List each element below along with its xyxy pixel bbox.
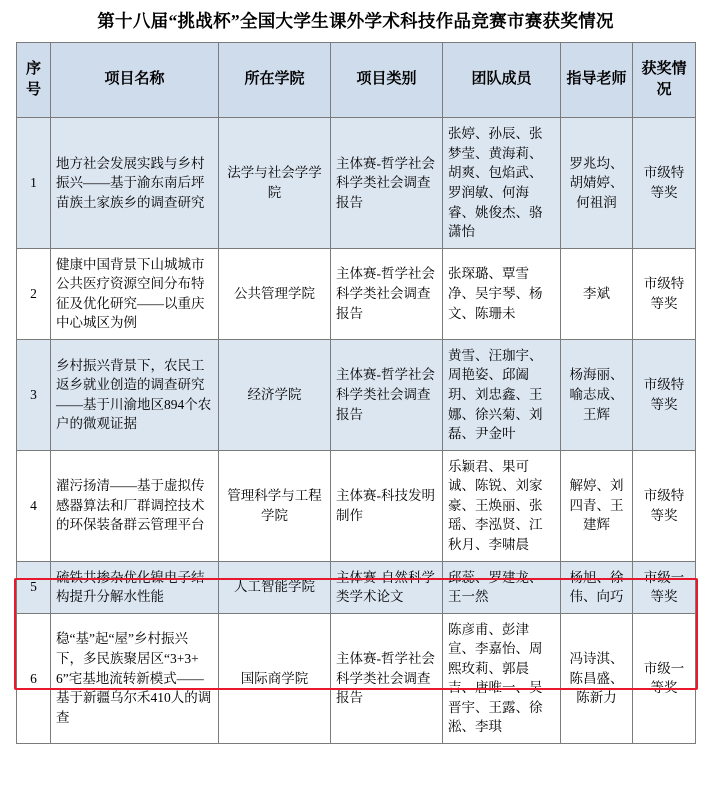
cell-award: 市级特等奖 (633, 339, 696, 450)
cell-index: 6 (17, 613, 51, 743)
cell-index: 4 (17, 450, 51, 561)
cell-members: 张琛璐、覃雪净、吴宇琴、杨文、陈珊未 (443, 248, 561, 339)
cell-category: 主体赛-哲学社会科学类社会调查报告 (331, 248, 443, 339)
cell-category: 主体赛-哲学社会科学类社会调查报告 (331, 613, 443, 743)
cell-college: 人工智能学院 (219, 561, 331, 613)
cell-award: 市级一等奖 (633, 561, 696, 613)
cell-members: 陈彦甫、彭津宣、李嘉怡、周熙玫莉、郭晨吉、唐唯一、吴晋宇、王露、徐淞、李琪 (443, 613, 561, 743)
column-header-advisor: 指导老师 (561, 43, 633, 118)
cell-index: 5 (17, 561, 51, 613)
table-row (17, 248, 696, 339)
cell-award: 市级一等奖 (633, 613, 696, 743)
cell-members: 邱蕊、罗建龙、王一然 (443, 561, 561, 613)
table-row (17, 613, 696, 743)
table-row (17, 339, 696, 450)
cell-advisor: 李斌 (561, 248, 633, 339)
cell-college: 公共管理学院 (219, 248, 331, 339)
table-header-row (17, 43, 696, 118)
cell-members: 乐颖君、果可诚、陈锐、刘家豪、王焕丽、张瑶、李泓贤、江秋月、李啸晨 (443, 450, 561, 561)
cell-college: 经济学院 (219, 339, 331, 450)
cell-category: 主体赛-哲学社会科学类社会调查报告 (331, 339, 443, 450)
table-row (17, 450, 696, 561)
cell-category: 主体赛-科技发明制作 (331, 450, 443, 561)
cell-category: 主体赛-自然科学类学术论文 (331, 561, 443, 613)
cell-project-name: 硫铁共掺杂优化镍电子结构提升分解水性能 (51, 561, 219, 613)
cell-index: 1 (17, 118, 51, 248)
page-title: 第十八届“挑战杯”全国大学生课外学术科技作品竞赛市赛获奖情况 (97, 11, 614, 31)
cell-index: 3 (17, 339, 51, 450)
column-header-category: 项目类别 (331, 43, 443, 118)
cell-college: 管理科学与工程学院 (219, 450, 331, 561)
cell-award: 市级特等奖 (633, 118, 696, 248)
cell-college: 法学与社会学学院 (219, 118, 331, 248)
award-table (16, 42, 696, 744)
cell-advisor: 杨海丽、喻志成、王辉 (561, 339, 633, 450)
cell-project-name: 地方社会发展实践与乡村振兴——基于渝东南后坪苗族土家族乡的调查研究 (51, 118, 219, 248)
cell-index: 2 (17, 248, 51, 339)
cell-members: 黄雪、汪珈宇、周艳姿、邱阖玥、刘忠鑫、王娜、徐兴菊、刘磊、尹金叶 (443, 339, 561, 450)
cell-members: 张婷、孙辰、张梦莹、黄海莉、胡爽、包焰武、罗润敏、何海睿、姚俊杰、骆潇怡 (443, 118, 561, 248)
cell-award: 市级特等奖 (633, 450, 696, 561)
table-row-highlighted (17, 561, 696, 613)
cell-award: 市级特等奖 (633, 248, 696, 339)
cell-project-name: 乡村振兴背景下，农民工返乡就业创造的调查研究——基于川渝地区894个农户的微观证据 (51, 339, 219, 450)
column-header-award: 获奖情况 (633, 43, 696, 118)
cell-project-name: 稳“基”起“屋”乡村振兴下，多民族聚居区“3+3+6”宅基地流转新模式——基于新疆乌尔禾410人的调查 (51, 613, 219, 743)
column-header-project-name: 项目名称 (51, 43, 219, 118)
cell-advisor: 冯诗淇、陈昌盛、陈新力 (561, 613, 633, 743)
cell-project-name: 健康中国背景下山城城市公共医疗资源空间分布特征及优化研究——以重庆中心城区为例 (51, 248, 219, 339)
cell-advisor: 解婷、刘四青、王建辉 (561, 450, 633, 561)
column-header-college: 所在学院 (219, 43, 331, 118)
table-row (17, 118, 696, 248)
cell-advisor: 杨旭、徐伟、向巧 (561, 561, 633, 613)
cell-category: 主体赛-哲学社会科学类社会调查报告 (331, 118, 443, 248)
cell-college: 国际商学院 (219, 613, 331, 743)
cell-advisor: 罗兆均、胡婧婷、何祖润 (561, 118, 633, 248)
column-header-index: 序号 (17, 43, 51, 118)
column-header-members: 团队成员 (443, 43, 561, 118)
cell-project-name: 濯污扬清——基于虚拟传感器算法和厂群调控技术的环保装备群云管理平台 (51, 450, 219, 561)
